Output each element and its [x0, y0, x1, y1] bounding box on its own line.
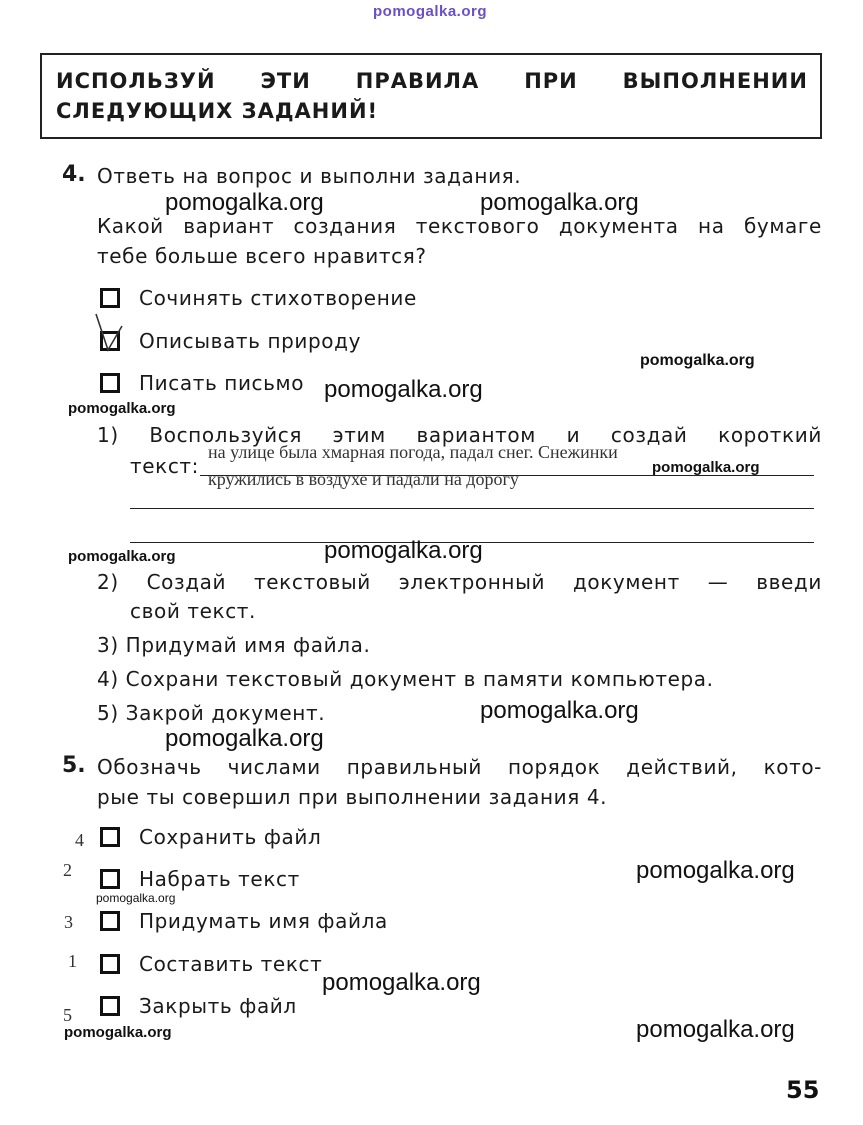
word: Обозначь	[97, 755, 202, 779]
word: текстового	[415, 214, 540, 238]
watermark: pomogalka.org	[640, 352, 755, 369]
word: Воспользуйся	[149, 423, 302, 447]
rules-word: ИСПОЛЬЗУЙ	[56, 69, 216, 93]
task4-number: 4.	[62, 162, 86, 187]
watermark: pomogalka.org	[480, 697, 639, 724]
word: 2)	[97, 570, 119, 594]
word: документа	[558, 214, 679, 238]
page-number: 55	[786, 1076, 820, 1104]
word: и	[566, 423, 581, 447]
watermark: pomogalka.org	[324, 376, 483, 403]
word: короткий	[718, 423, 822, 447]
order-number[interactable]: 4	[75, 830, 84, 850]
rules-box	[40, 53, 822, 139]
watermark: pomogalka.org	[165, 725, 324, 752]
word: вариантом	[416, 423, 536, 447]
watermark: pomogalka.org	[324, 537, 483, 564]
watermark: pomogalka.org	[96, 891, 176, 905]
word: 1)	[97, 423, 119, 447]
order-number[interactable]: 1	[68, 951, 77, 971]
task5-line-1	[97, 755, 822, 779]
word: введи	[756, 570, 822, 594]
watermark: pomogalka.org	[322, 969, 481, 996]
step-5: 5) Закрой документ.	[97, 701, 326, 725]
word: документ	[572, 570, 680, 594]
watermark: pomogalka.org	[636, 1016, 795, 1043]
watermark: pomogalka.org	[480, 189, 639, 216]
rules-word: ВЫПОЛНЕНИИ	[622, 69, 808, 93]
order-checkbox-type-text[interactable]	[100, 869, 120, 889]
word: —	[707, 570, 729, 594]
answer-line	[130, 508, 814, 509]
task4-question-line-1	[97, 214, 822, 238]
option-label-poem: Сочинять стихотворение	[139, 286, 417, 310]
task5-number: 5.	[62, 753, 86, 778]
option-checkbox-poem[interactable]	[100, 288, 120, 308]
order-label-close-file: Закрыть файл	[139, 994, 297, 1018]
answer-line	[200, 475, 814, 476]
option-checkbox-letter[interactable]	[100, 373, 120, 393]
word: текстовый	[254, 570, 371, 594]
rules-word: ПРАВИЛА	[355, 69, 480, 93]
order-number[interactable]: 2	[63, 860, 72, 880]
step-2-line-2: свой текст.	[130, 599, 257, 623]
watermark: pomogalka.org	[68, 548, 176, 565]
answer-text-line-1[interactable]: на улице была хмарная погода, падал снег. Снежинки	[208, 442, 618, 462]
option-label-letter: Писать письмо	[139, 371, 305, 395]
step-1-line-2: текст:	[130, 454, 200, 478]
watermark-top: pomogalka.org	[373, 3, 488, 20]
order-checkbox-close-file[interactable]	[100, 996, 120, 1016]
answer-text-line-2[interactable]: кружились в воздухе и падали на дорогу	[208, 469, 519, 489]
watermark: pomogalka.org	[165, 189, 324, 216]
step-2-line-1	[97, 570, 822, 594]
word: Какой	[97, 214, 164, 238]
rules-line-2: СЛЕДУЮЩИХ ЗАДАНИЙ!	[56, 99, 379, 123]
word: числами	[227, 755, 321, 779]
rules-word: ПРИ	[524, 69, 578, 93]
word: этим	[332, 423, 386, 447]
word: кото-	[763, 755, 822, 779]
watermark: pomogalka.org	[68, 400, 176, 417]
order-checkbox-compose-text[interactable]	[100, 954, 120, 974]
word: на	[698, 214, 725, 238]
order-label-save-file: Сохранить файл	[139, 825, 322, 849]
word: Создай	[146, 570, 227, 594]
word: создай	[610, 423, 688, 447]
task5-line-2: рые ты совершил при выполнении задания 4.	[97, 785, 608, 809]
rules-line-1	[56, 69, 808, 93]
check-mark-icon	[92, 310, 128, 356]
step-3: 3) Придумай имя файла.	[97, 633, 371, 657]
word: бумаге	[744, 214, 822, 238]
order-checkbox-name-file[interactable]	[100, 911, 120, 931]
watermark: pomogalka.org	[652, 459, 760, 476]
word: электронный	[398, 570, 546, 594]
order-label-type-text: Набрать текст	[139, 867, 300, 891]
step-4: 4) Сохрани текстовый документ в памяти компьютера.	[97, 667, 714, 691]
order-label-compose-text: Составить текст	[139, 952, 323, 976]
word: порядок	[507, 755, 601, 779]
order-number[interactable]: 3	[64, 912, 73, 932]
watermark: pomogalka.org	[64, 1024, 172, 1041]
word: создания	[293, 214, 397, 238]
rules-word: ЭТИ	[260, 69, 311, 93]
order-number[interactable]: 5	[63, 1005, 72, 1025]
order-checkbox-save-file[interactable]	[100, 827, 120, 847]
task4-question-line-2: тебе больше всего нравится?	[97, 244, 427, 268]
word: вариант	[183, 214, 275, 238]
order-label-name-file: Придумать имя файла	[139, 909, 388, 933]
task4-title: Ответь на вопрос и выполни задания.	[97, 164, 522, 188]
watermark: pomogalka.org	[636, 857, 795, 884]
word: действий,	[626, 755, 738, 779]
option-label-nature: Описывать природу	[139, 329, 362, 353]
word: правильный	[346, 755, 482, 779]
